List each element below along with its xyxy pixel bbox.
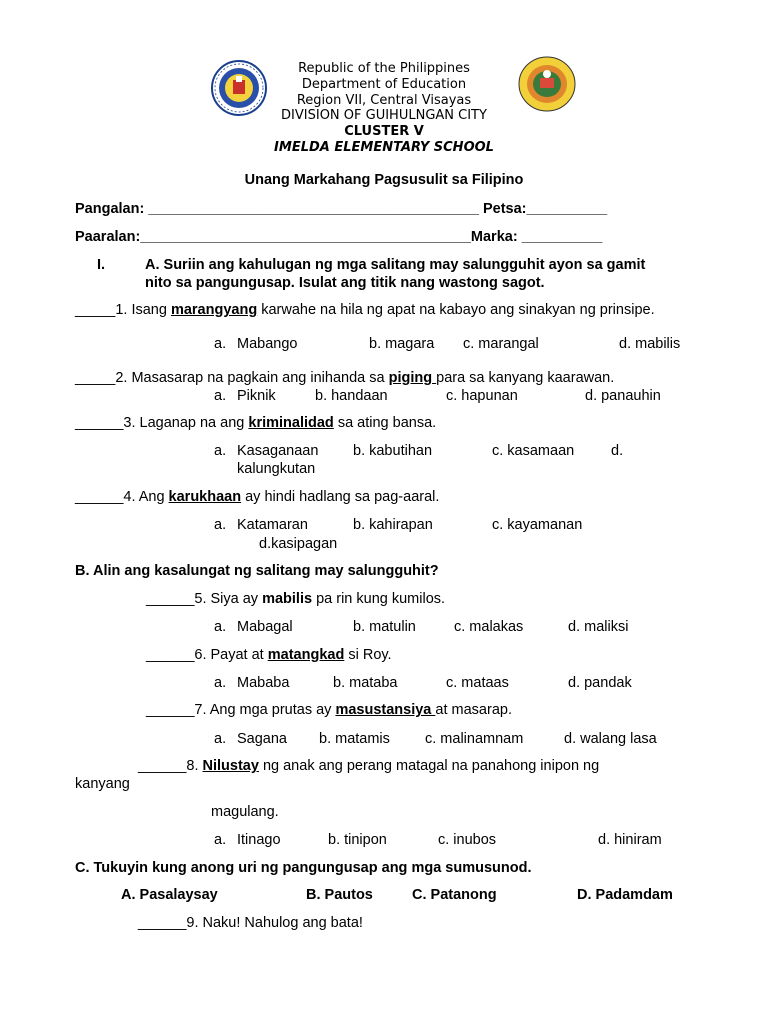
q1-opt-c: c. marangal <box>463 336 539 352</box>
question-2: _____2. Masasarap na pagkain ang inihanda sa piging para sa kanyang kaarawan. <box>75 370 615 386</box>
q8-opt-a: Itinago <box>237 832 281 848</box>
header-division: DIVISION OF GUIHULNGAN CITY <box>281 108 487 123</box>
q2-opt-a-letter: a. <box>214 388 227 404</box>
section-roman: I. <box>97 257 106 273</box>
school-score-line: Paaralan:_________________________________________Marka: __________ <box>75 229 603 245</box>
q3-opt-a: Kasaganaan <box>237 443 319 459</box>
q8-opt-d: d. hiniram <box>598 832 662 848</box>
section-a-heading-1: A. Suriin ang kahulugan ng mga salitang may salungguhit ayon sa gamit <box>145 257 646 273</box>
q8-opt-a-letter: a. <box>214 832 227 848</box>
q3-opt-d: kalungkutan <box>237 461 316 477</box>
q4-opt-a: Katamaran <box>237 517 308 533</box>
q5-opt-b: b. matulin <box>353 619 416 635</box>
q4-opt-d: d.kasipagan <box>259 536 338 552</box>
header-school: IMELDA ELEMENTARY SCHOOL <box>274 140 494 155</box>
q3-opt-c: c. kasamaan <box>492 443 575 459</box>
q6-opt-c: c. mataas <box>446 675 509 691</box>
q3-opt-d-letter: d. <box>611 443 624 459</box>
q2-opt-c: c. hapunan <box>446 388 518 404</box>
q2-opt-d: d. panauhin <box>585 388 661 404</box>
q7-opt-b: b. matamis <box>319 731 390 747</box>
q2-opt-b: b. handaan <box>315 388 388 404</box>
header-department: Department of Education <box>301 77 467 92</box>
q5-opt-a: Mabagal <box>237 619 293 635</box>
type-b: B. Pautos <box>306 887 373 903</box>
q1-opt-b: b. magara <box>369 336 435 352</box>
type-a: A. Pasalaysay <box>121 887 218 903</box>
question-8-cont-2: magulang. <box>211 804 279 820</box>
q1-opt-d: d. mabilis <box>619 336 681 352</box>
q7-opt-d: d. walang lasa <box>564 731 657 747</box>
q4-opt-b: b. kahirapan <box>353 517 433 533</box>
q7-opt-c: c. malinamnam <box>425 731 524 747</box>
type-d: D. Padamdam <box>577 887 673 903</box>
question-3: ______3. Laganap na ang kriminalidad sa ating bansa. <box>75 415 437 431</box>
name-date-line: Pangalan: _________________________________________ Petsa:__________ <box>75 201 608 217</box>
question-1: _____1. Isang marangyang karwahe na hila ng apat na kabayo ang sinakyan ng prinsipe. <box>75 302 655 318</box>
q4-opt-c: c. kayamanan <box>492 517 583 533</box>
q1-opt-a: Mabango <box>237 336 298 352</box>
q1-opt-a-letter: a. <box>214 336 227 352</box>
q6-opt-a: Mababa <box>237 675 290 691</box>
q6-opt-b: b. mataba <box>333 675 398 691</box>
question-5: ______5. Siya ay mabilis pa rin kung kumilos. <box>146 591 446 607</box>
section-c-heading: C. Tukuyin kung anong uri ng pangungusap ang mga sumusunod. <box>75 860 532 876</box>
header-republic: Republic of the Philippines <box>298 61 470 76</box>
q6-opt-d: d. pandak <box>568 675 632 691</box>
question-8: ______8. Nilustay ng anak ang perang matagal na panahong inipon ng <box>138 758 600 774</box>
question-7: ______7. Ang mga prutas ay masustansiya at masarap. <box>146 702 512 718</box>
q7-opt-a-letter: a. <box>214 731 227 747</box>
question-9: ______9. Naku! Nahulog ang bata! <box>138 915 363 931</box>
section-b-heading: B. Alin ang kasalungat ng salitang may salungguhit? <box>75 563 439 579</box>
exam-title: Unang Markahang Pagsusulit sa Filipino <box>244 172 524 188</box>
section-a-heading-2: nito sa pangungusap. Isulat ang titik nang wastong sagot. <box>145 275 545 291</box>
question-6: ______6. Payat at matangkad si Roy. <box>146 647 392 663</box>
q5-opt-d: d. maliksi <box>568 619 629 635</box>
q6-opt-a-letter: a. <box>214 675 227 691</box>
type-c: C. Patanong <box>412 887 497 903</box>
q8-opt-b: b. tinipon <box>328 832 387 848</box>
q3-opt-b: b. kabutihan <box>353 443 433 459</box>
q8-opt-c: c. inubos <box>438 832 497 848</box>
q4-opt-a-letter: a. <box>214 517 227 533</box>
header-region: Region VII, Central Visayas <box>296 93 472 108</box>
q3-opt-a-letter: a. <box>214 443 227 459</box>
header-cluster: CLUSTER V <box>344 124 424 139</box>
question-8-cont-1: kanyang <box>75 776 130 792</box>
question-4: ______4. Ang karukhaan ay hindi hadlang sa pag-aaral. <box>75 489 440 505</box>
q2-opt-a: Piknik <box>237 388 276 404</box>
q5-opt-a-letter: a. <box>214 619 227 635</box>
q5-opt-c: c. malakas <box>454 619 524 635</box>
q7-opt-a: Sagana <box>237 731 287 747</box>
